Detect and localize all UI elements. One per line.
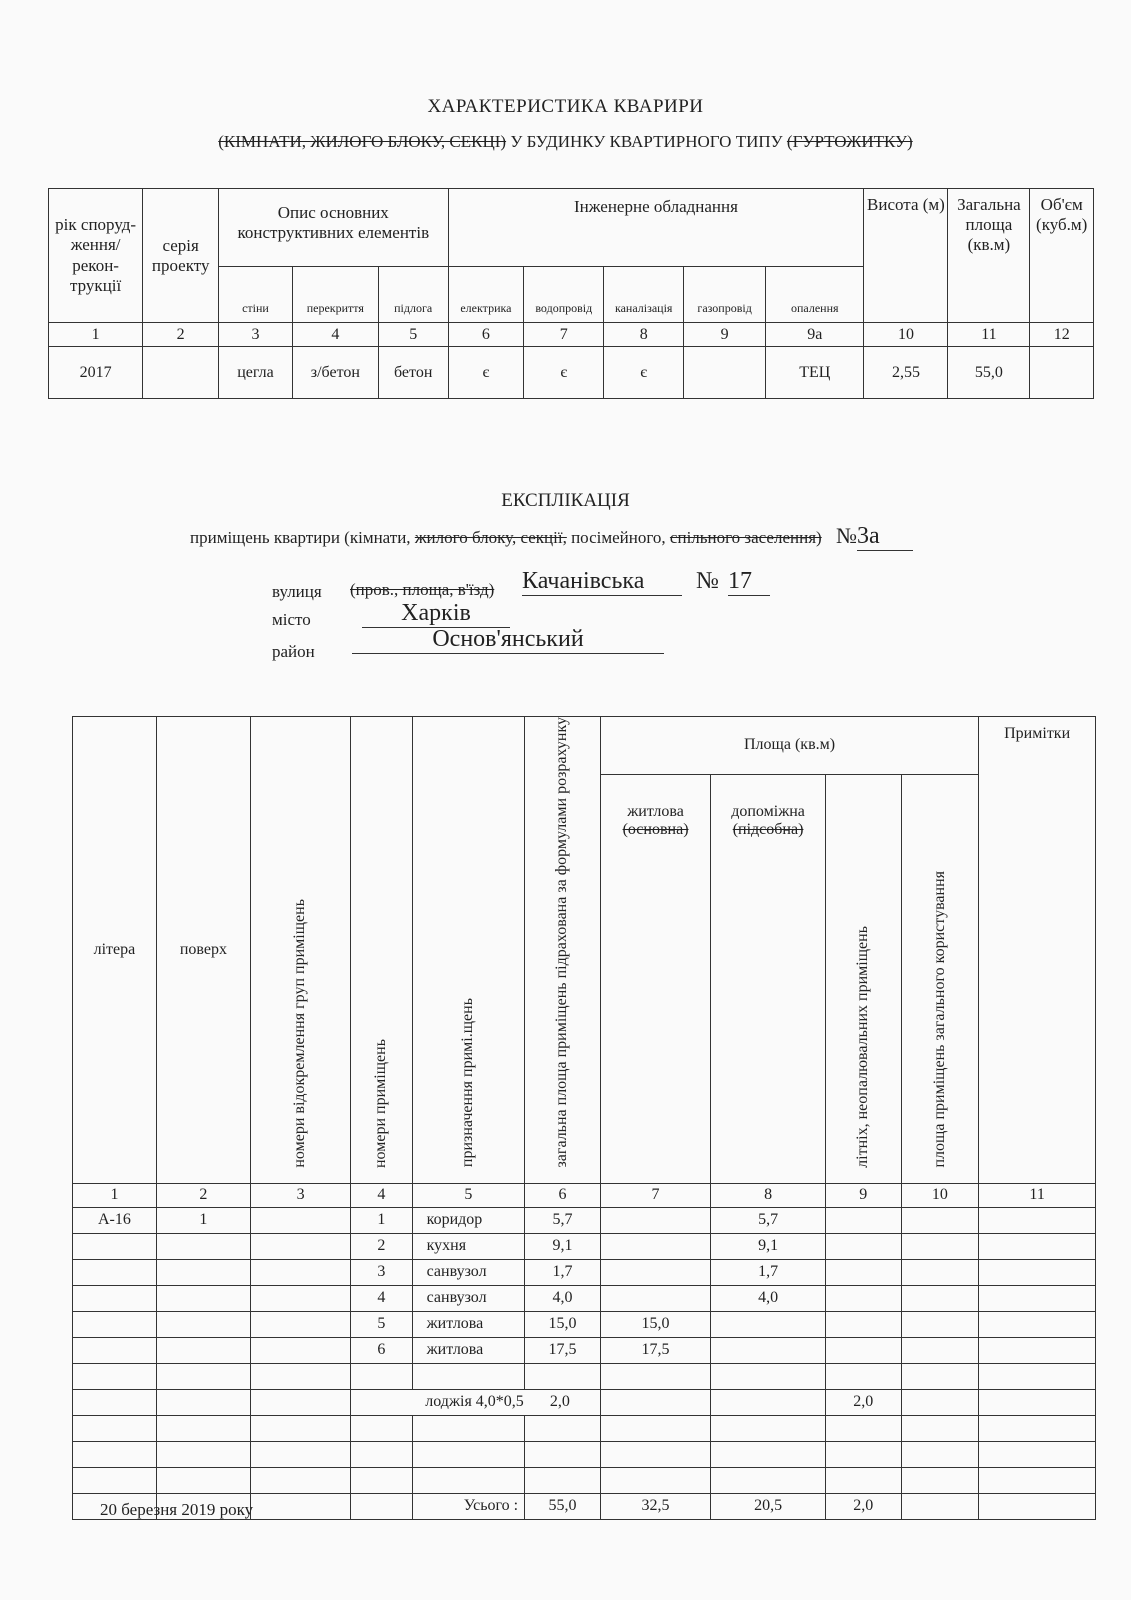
table-cell xyxy=(979,1311,1096,1337)
table-cell: 1,7 xyxy=(711,1259,826,1285)
col-num: 11 xyxy=(948,323,1030,347)
cell xyxy=(143,347,219,399)
explication-subtitle xyxy=(190,523,913,551)
header-engineering: Інженерне обладнання xyxy=(448,189,864,267)
table-cell xyxy=(156,1311,250,1337)
col-num: 10 xyxy=(864,323,948,347)
table-cell: 15,0 xyxy=(600,1311,710,1337)
explication-sub-d: спільного заселення) xyxy=(669,528,822,547)
col-num: 5 xyxy=(378,323,448,347)
table-row xyxy=(73,1337,1096,1363)
col-num: 7 xyxy=(600,1183,710,1207)
sub-floor: підлога xyxy=(378,267,448,323)
column-numbers-row xyxy=(73,1183,1096,1207)
table-cell xyxy=(825,1285,901,1311)
col-num: 7 xyxy=(524,323,604,347)
table-cell xyxy=(250,1259,350,1285)
table-cell xyxy=(73,1285,157,1311)
table-cell: 5,7 xyxy=(525,1207,601,1233)
table-cell: 17,5 xyxy=(600,1337,710,1363)
table-cell: 6 xyxy=(351,1337,412,1363)
header-volume: Об'єм (куб.м) xyxy=(1030,189,1094,323)
header-total: загальна площа приміщень підрахована за формулами розрахунку xyxy=(553,717,571,1168)
district-label: район xyxy=(272,642,315,661)
col-num: 1 xyxy=(73,1183,157,1207)
col-num: 8 xyxy=(604,323,684,347)
col-num: 12 xyxy=(1030,323,1094,347)
header-year: рік споруд-ження/ рекон-трукції xyxy=(49,189,143,323)
city-label: місто xyxy=(272,610,311,629)
table-cell xyxy=(979,1233,1096,1259)
street-label: вулиця xyxy=(272,582,322,601)
table-cell xyxy=(711,1311,826,1337)
header-area: Площа (кв.м) xyxy=(600,717,978,775)
header-aux: допоміжна xyxy=(731,802,805,820)
header-height: Висота (м) xyxy=(864,189,948,323)
document-subtitle xyxy=(0,132,1131,152)
header-total-cell xyxy=(525,717,601,1184)
col-num: 3 xyxy=(219,323,293,347)
cell: ТЕЦ xyxy=(766,347,864,399)
sub-heating: опалення xyxy=(766,267,864,323)
table-cell xyxy=(600,1233,710,1259)
header-living: житлова xyxy=(627,802,684,820)
total-living: 32,5 xyxy=(600,1493,710,1519)
total-aux: 20,5 xyxy=(711,1493,826,1519)
table-cell xyxy=(73,1311,157,1337)
table-cell: житлова xyxy=(412,1337,525,1363)
sub-gas: газопровід xyxy=(684,267,766,323)
house-label: № xyxy=(696,568,719,594)
table-cell xyxy=(979,1337,1096,1363)
street-type-struck: (пров., площа, в'їзд) xyxy=(350,580,495,599)
col-num: 2 xyxy=(156,1183,250,1207)
district-value: Основ'янський xyxy=(352,626,664,654)
table-row xyxy=(73,1233,1096,1259)
col-num: 2 xyxy=(143,323,219,347)
col-num: 8 xyxy=(711,1183,826,1207)
table-cell xyxy=(73,1233,157,1259)
table-cell: 4 xyxy=(351,1285,412,1311)
city-value: Харків xyxy=(362,600,510,628)
col-num: 5 xyxy=(412,1183,525,1207)
table-cell xyxy=(250,1285,350,1311)
subtitle-struck-1: (КІМНАТИ, ЖИЛОГО БЛОКУ, СЕКЦІ) xyxy=(218,132,507,151)
table-cell xyxy=(73,1259,157,1285)
cell: цегла xyxy=(219,347,293,399)
loggia-summer: 2,0 xyxy=(825,1389,901,1415)
col-num: 9а xyxy=(766,323,864,347)
col-num: 4 xyxy=(292,323,378,347)
table-row xyxy=(73,1207,1096,1233)
col-num: 9 xyxy=(825,1183,901,1207)
table-cell xyxy=(979,1259,1096,1285)
header-summer: літніх, неопалювальних приміщень xyxy=(853,925,871,1168)
cell: бетон xyxy=(378,347,448,399)
explication-sub-a: приміщень квартири (кімнати, xyxy=(190,528,411,547)
header-floor: поверх xyxy=(156,717,250,1184)
table-cell xyxy=(250,1207,350,1233)
sub-ceiling: перекриття xyxy=(292,267,378,323)
sub-sewage: каналізація xyxy=(604,267,684,323)
loggia-total: 2,0 xyxy=(549,1393,570,1411)
table-cell: 3 xyxy=(351,1259,412,1285)
col-num: 3 xyxy=(250,1183,350,1207)
col-num: 6 xyxy=(525,1183,601,1207)
sub-walls: стіни xyxy=(219,267,293,323)
table-cell: коридор xyxy=(412,1207,525,1233)
empty-row xyxy=(73,1467,1096,1493)
cell: є xyxy=(524,347,604,399)
cell xyxy=(1030,347,1094,399)
table-cell xyxy=(600,1259,710,1285)
header-aux-struck: (підсобна) xyxy=(732,820,804,838)
table-cell xyxy=(156,1285,250,1311)
table-cell: санвузол xyxy=(412,1285,525,1311)
sub-electricity: електрика xyxy=(448,267,524,323)
table-cell xyxy=(825,1259,901,1285)
apartment-number: 3а xyxy=(857,523,913,551)
cell: 55,0 xyxy=(948,347,1030,399)
cell: є xyxy=(448,347,524,399)
header-groups-cell xyxy=(250,717,350,1184)
rooms-table xyxy=(72,716,1096,1520)
loggia-row xyxy=(73,1389,1096,1415)
table-cell xyxy=(901,1259,979,1285)
header-rooms-cell xyxy=(351,717,412,1184)
empty-row xyxy=(73,1441,1096,1467)
total-summer: 2,0 xyxy=(825,1493,901,1519)
table-cell xyxy=(156,1259,250,1285)
cell xyxy=(684,347,766,399)
table-cell xyxy=(901,1233,979,1259)
table-cell xyxy=(979,1207,1096,1233)
cell: 2017 xyxy=(49,347,143,399)
document-title: ХАРАКТЕРИСТИКА КВАРИРИ xyxy=(427,96,704,117)
table-row xyxy=(73,1259,1096,1285)
header-living-cell xyxy=(600,774,710,1183)
table-cell xyxy=(711,1337,826,1363)
table-cell: 17,5 xyxy=(525,1337,601,1363)
table-cell xyxy=(73,1337,157,1363)
header-purpose-cell xyxy=(412,717,525,1184)
col-num: 4 xyxy=(351,1183,412,1207)
header-groups: номери відокремлення груп приміщень xyxy=(291,898,309,1168)
table-cell xyxy=(901,1207,979,1233)
table-cell: житлова xyxy=(412,1311,525,1337)
table-cell xyxy=(600,1207,710,1233)
table-cell: 4,0 xyxy=(525,1285,601,1311)
loggia-cell xyxy=(351,1389,601,1415)
subtitle-main: У БУДИНКУ КВАРТИРНОГО ТИПУ xyxy=(510,132,783,151)
table-cell xyxy=(825,1207,901,1233)
room-rows xyxy=(73,1207,1096,1363)
table-cell: 2 xyxy=(351,1233,412,1259)
total-area: 55,0 xyxy=(525,1493,601,1519)
cell: з/бетон xyxy=(292,347,378,399)
table-cell xyxy=(825,1233,901,1259)
table-cell: А-16 xyxy=(73,1207,157,1233)
header-living-struck: (основна) xyxy=(622,820,689,838)
table-cell: кухня xyxy=(412,1233,525,1259)
table-cell xyxy=(250,1233,350,1259)
explication-sub-b: жилого блоку, секції, xyxy=(414,528,567,547)
table-cell: 4,0 xyxy=(711,1285,826,1311)
table-cell: 1 xyxy=(351,1207,412,1233)
cell: є xyxy=(604,347,684,399)
table-cell: 15,0 xyxy=(525,1311,601,1337)
header-notes: Примітки xyxy=(979,717,1096,1184)
characteristics-data-row xyxy=(49,347,1094,399)
table-cell xyxy=(901,1311,979,1337)
loggia-label: лоджія 4,0*0,5 xyxy=(425,1393,524,1411)
document-date: 20 березня 2019 року xyxy=(100,1500,254,1519)
total-label: Усього : xyxy=(412,1493,525,1519)
street-value: Качанівська xyxy=(522,568,682,596)
characteristics-table xyxy=(48,188,1094,399)
cell: 2,55 xyxy=(864,347,948,399)
table-cell xyxy=(825,1311,901,1337)
table-cell xyxy=(156,1337,250,1363)
header-purpose: призначення примі.щень xyxy=(459,998,477,1168)
sub-water: водопровід xyxy=(524,267,604,323)
table-cell xyxy=(901,1337,979,1363)
empty-row xyxy=(73,1415,1096,1441)
col-num: 6 xyxy=(448,323,524,347)
column-numbers-row xyxy=(49,323,1094,347)
header-series: серія проекту xyxy=(143,189,219,323)
table-cell: 5 xyxy=(351,1311,412,1337)
table-cell xyxy=(979,1285,1096,1311)
explication-title: ЕКСПЛІКАЦІЯ xyxy=(501,490,630,511)
table-row xyxy=(73,1311,1096,1337)
table-cell: 9,1 xyxy=(525,1233,601,1259)
table-cell: 9,1 xyxy=(711,1233,826,1259)
table-cell: 1,7 xyxy=(525,1259,601,1285)
col-num: 9 xyxy=(684,323,766,347)
table-cell xyxy=(600,1285,710,1311)
table-cell: 1 xyxy=(156,1207,250,1233)
apartment-label: № xyxy=(835,523,857,548)
table-cell: санвузол xyxy=(412,1259,525,1285)
subtitle-struck-2: (ГУРТОЖИТКУ) xyxy=(786,132,913,151)
header-structure: Опис основних конструктивних елементів xyxy=(219,189,448,267)
col-num: 10 xyxy=(901,1183,979,1207)
table-cell: 5,7 xyxy=(711,1207,826,1233)
table-cell xyxy=(250,1311,350,1337)
header-common-cell xyxy=(901,774,979,1183)
empty-row xyxy=(73,1363,1096,1389)
explication-sub-c: посімейного, xyxy=(571,528,666,547)
col-num: 11 xyxy=(979,1183,1096,1207)
table-cell xyxy=(901,1285,979,1311)
header-common: площа приміщень загального користування xyxy=(930,871,948,1168)
table-row xyxy=(73,1285,1096,1311)
col-num: 1 xyxy=(49,323,143,347)
table-cell xyxy=(825,1337,901,1363)
header-aux-cell xyxy=(711,774,826,1183)
house-number: 17 xyxy=(728,568,770,596)
header-summer-cell xyxy=(825,774,901,1183)
table-cell xyxy=(156,1233,250,1259)
table-cell xyxy=(250,1337,350,1363)
header-rooms: номери приміщень xyxy=(372,1038,390,1168)
header-total-area: Загальна площа (кв.м) xyxy=(948,189,1030,323)
header-litera: літера xyxy=(73,717,157,1184)
